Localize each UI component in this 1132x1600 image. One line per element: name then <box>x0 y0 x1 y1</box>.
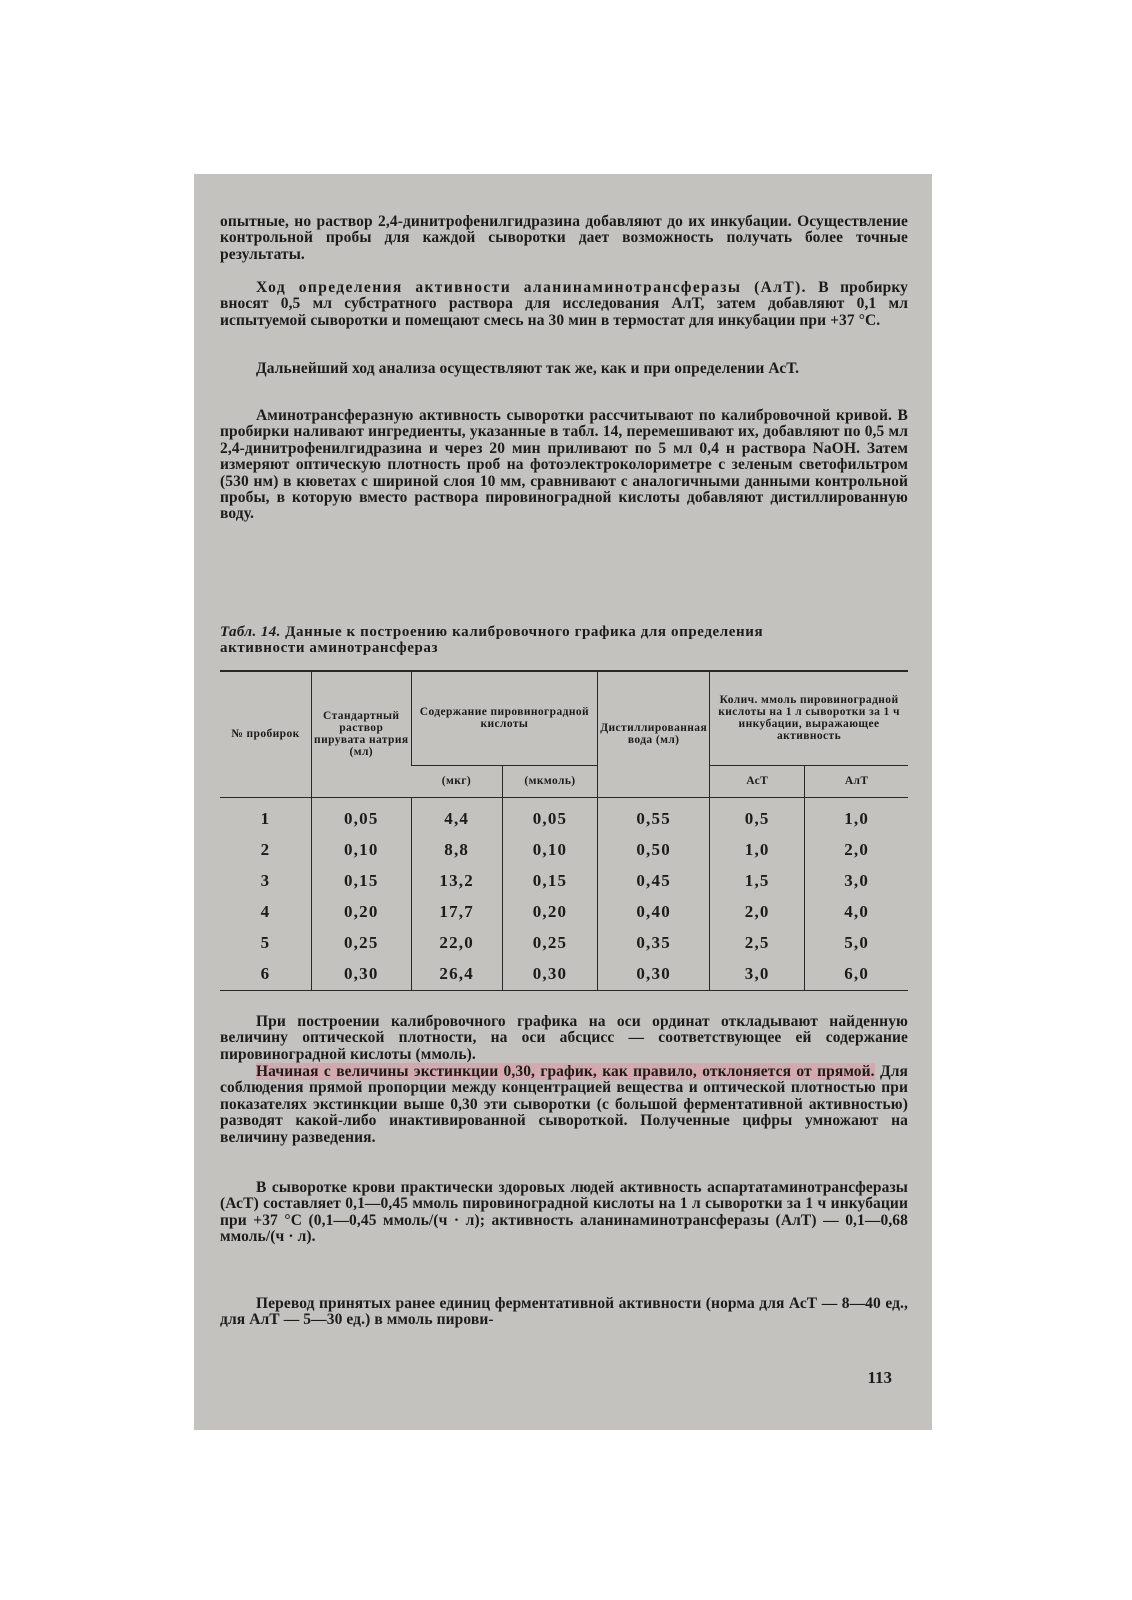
paragraph-graph-axes <box>220 1014 908 1063</box>
section-heading: Ход определения активности аланинаминотрансферазы (АлТ). <box>256 279 807 296</box>
header-activity-amount: Колич. ммоль пировиноградной кислоты на 1 л сыворотки за 1 ч инкубации, выражающее активность <box>710 671 908 765</box>
table-cell: 0,05 <box>502 797 597 835</box>
header-ast: АсТ <box>710 765 805 797</box>
table-cell: 1,5 <box>710 866 805 897</box>
table-caption-text: Данные к построению калибровочного графика для определения активности аминотрансфераз <box>220 624 764 656</box>
header-mkg: (мкг) <box>411 765 502 797</box>
table-cell: 4,4 <box>411 797 502 835</box>
highlighted-text: Начиная с величины экстинкции 0,30, график, как правило, отклоняется от прямой. <box>256 1063 875 1080</box>
header-pyruvic-acid-content: Содержание пировиноградной кислоты <box>411 671 598 765</box>
table-cell: 6,0 <box>805 959 908 991</box>
table-cell: 0,30 <box>311 959 411 991</box>
table-cell: 0,20 <box>502 897 597 928</box>
table-cell: 1,0 <box>805 797 908 835</box>
paragraph-text: В пробирку вносят 0,5 мл субстратного раствора для исследования АлТ, затем добавляют 0,1 мл испытуемой сыворотки и помещают смесь на 30 мин в термостат для инкубации при +37 °С. <box>220 279 908 329</box>
paragraph-text: опытные, но раствор 2,4-динитрофенилгидразина добавляют до их инкубации. Осуществление контрольной пробы для каждой сыворотки дает возможность получать более точные результаты. <box>220 213 908 263</box>
table-cell: 0,35 <box>598 928 710 959</box>
table-cell: 0,15 <box>311 866 411 897</box>
table-cell: 8,8 <box>411 835 502 866</box>
table-cell: 2 <box>260 840 271 859</box>
paragraph-calibration <box>220 408 908 523</box>
table-cell: 0,15 <box>502 866 597 897</box>
table-cell: 0,20 <box>311 897 411 928</box>
paragraph-normal-values <box>220 1180 908 1246</box>
table-cell: 6 <box>220 959 311 991</box>
table-cell: 0,40 <box>598 897 710 928</box>
calibration-table <box>220 670 908 991</box>
scanned-page <box>194 174 932 1430</box>
table-row <box>220 897 908 928</box>
table-cell: 4 <box>260 902 271 921</box>
table-cell: 0,10 <box>502 835 597 866</box>
paragraph-text: При построении калибровочного графика на оси ординат откладывают найденную величину оптической плотности, на оси абсцисс — соответствующее ей содержание пировиноградной кислоты (ммоль). <box>220 1013 908 1063</box>
table-cell: 2,0 <box>805 835 908 866</box>
paragraph-text: В сыворотке крови практически здоровых людей активность аспартатаминотрансферазы (АсТ) составляет 0,1—0,45 ммоль пировиноградной кислоты на 1 л сыворотки за 1 ч инкубации при +37 °С (0,1—0,45 ммоль/(ч · л); активность аланинаминотрансферазы (АлТ) — 0,1—0,68 ммоль/(ч · л). <box>220 1179 908 1246</box>
paragraph-text: Аминотрансферазную активность сыворотки рассчитывают по калибровочной кривой. В пробирки наливают ингредиенты, указанные в табл. 14, перемешивают их, добавляют по 0,5 мл 2,4-динитрофенилгидразина и через 20 мин приливают по 5 мл 0,4 н раствора NaOH. Затем измеряют оптическую плотность проб на фотоэлектроколориметре с зеленым светофильтром (530 нм) в кюветах с шириной слоя 10 мм, сравнивают с аналогичными данными контрольной пробы, в которую вместо раствора пировиноградной кислоты добавляют дистиллированную воду. <box>220 407 908 523</box>
table-cell: 0,30 <box>598 959 710 991</box>
header-mkmol: (мкмоль) <box>502 765 597 797</box>
table-cell: 5,0 <box>805 928 908 959</box>
table-cell: 17,7 <box>411 897 502 928</box>
table-cell: 1,0 <box>710 835 805 866</box>
table-cell: 3,0 <box>805 866 908 897</box>
table-caption <box>220 624 820 656</box>
table-row <box>220 835 908 866</box>
table-caption-label: Табл. 14. <box>220 624 281 640</box>
table-cell: 0,25 <box>311 928 411 959</box>
table-row <box>220 959 908 991</box>
table-cell: 5 <box>260 933 271 952</box>
table-cell: 0,55 <box>598 797 710 835</box>
page-number: 113 <box>867 1368 892 1387</box>
paragraph-unit-conversion <box>220 1296 908 1329</box>
header-alt: АлТ <box>805 765 908 797</box>
table-row <box>220 928 908 959</box>
paragraph-further-analysis <box>220 361 908 377</box>
header-distilled-water: Дистиллированная вода (мл) <box>598 671 710 797</box>
paragraph-text: Дальнейший ход анализа осуществляют так же, как и при определении АсТ. <box>256 360 800 377</box>
paragraph-alt-procedure <box>220 280 908 329</box>
table-cell: 4,0 <box>805 897 908 928</box>
table-cell: 2,0 <box>710 897 805 928</box>
table-cell: 0,5 <box>710 797 805 835</box>
table-cell: 0,45 <box>598 866 710 897</box>
table-cell: 3 <box>260 871 271 890</box>
table-cell: 26,4 <box>411 959 502 991</box>
header-standard-solution: Стандартный раствор пирувата натрия (мл) <box>311 671 411 797</box>
table-row <box>220 866 908 897</box>
table-cell: 22,0 <box>411 928 502 959</box>
table-cell: 0,25 <box>502 928 597 959</box>
table-row <box>220 797 908 835</box>
table-cell: 13,2 <box>411 866 502 897</box>
table-cell: 2,5 <box>710 928 805 959</box>
paragraph-text: Для соблюдения прямой пропорции между концентрацией вещества и оптической плотностью при показателях экстинкции выше 0,30 эти сыворотки (с большой ферментативной активностью) разводят какой-либо инактивированной сывороткой. Полученные цифры умножают на величину разведения. <box>220 1063 908 1146</box>
header-tube-number: № пробирок <box>220 671 311 797</box>
table-cell: 3,0 <box>710 959 805 991</box>
paragraph-opening <box>220 214 908 263</box>
table-cell: 0,30 <box>502 959 597 991</box>
paragraph-extinction <box>220 1064 908 1146</box>
table-cell: 0,05 <box>311 797 411 835</box>
table-cell: 0,50 <box>598 835 710 866</box>
paragraph-text: Перевод принятых ранее единиц ферментативной активности (норма для АсТ — 8—40 ед., для АлТ — 5—30 ед.) в ммоль пирови- <box>220 1295 908 1329</box>
table-cell: 0,10 <box>311 835 411 866</box>
table-cell: 1 <box>260 809 271 828</box>
